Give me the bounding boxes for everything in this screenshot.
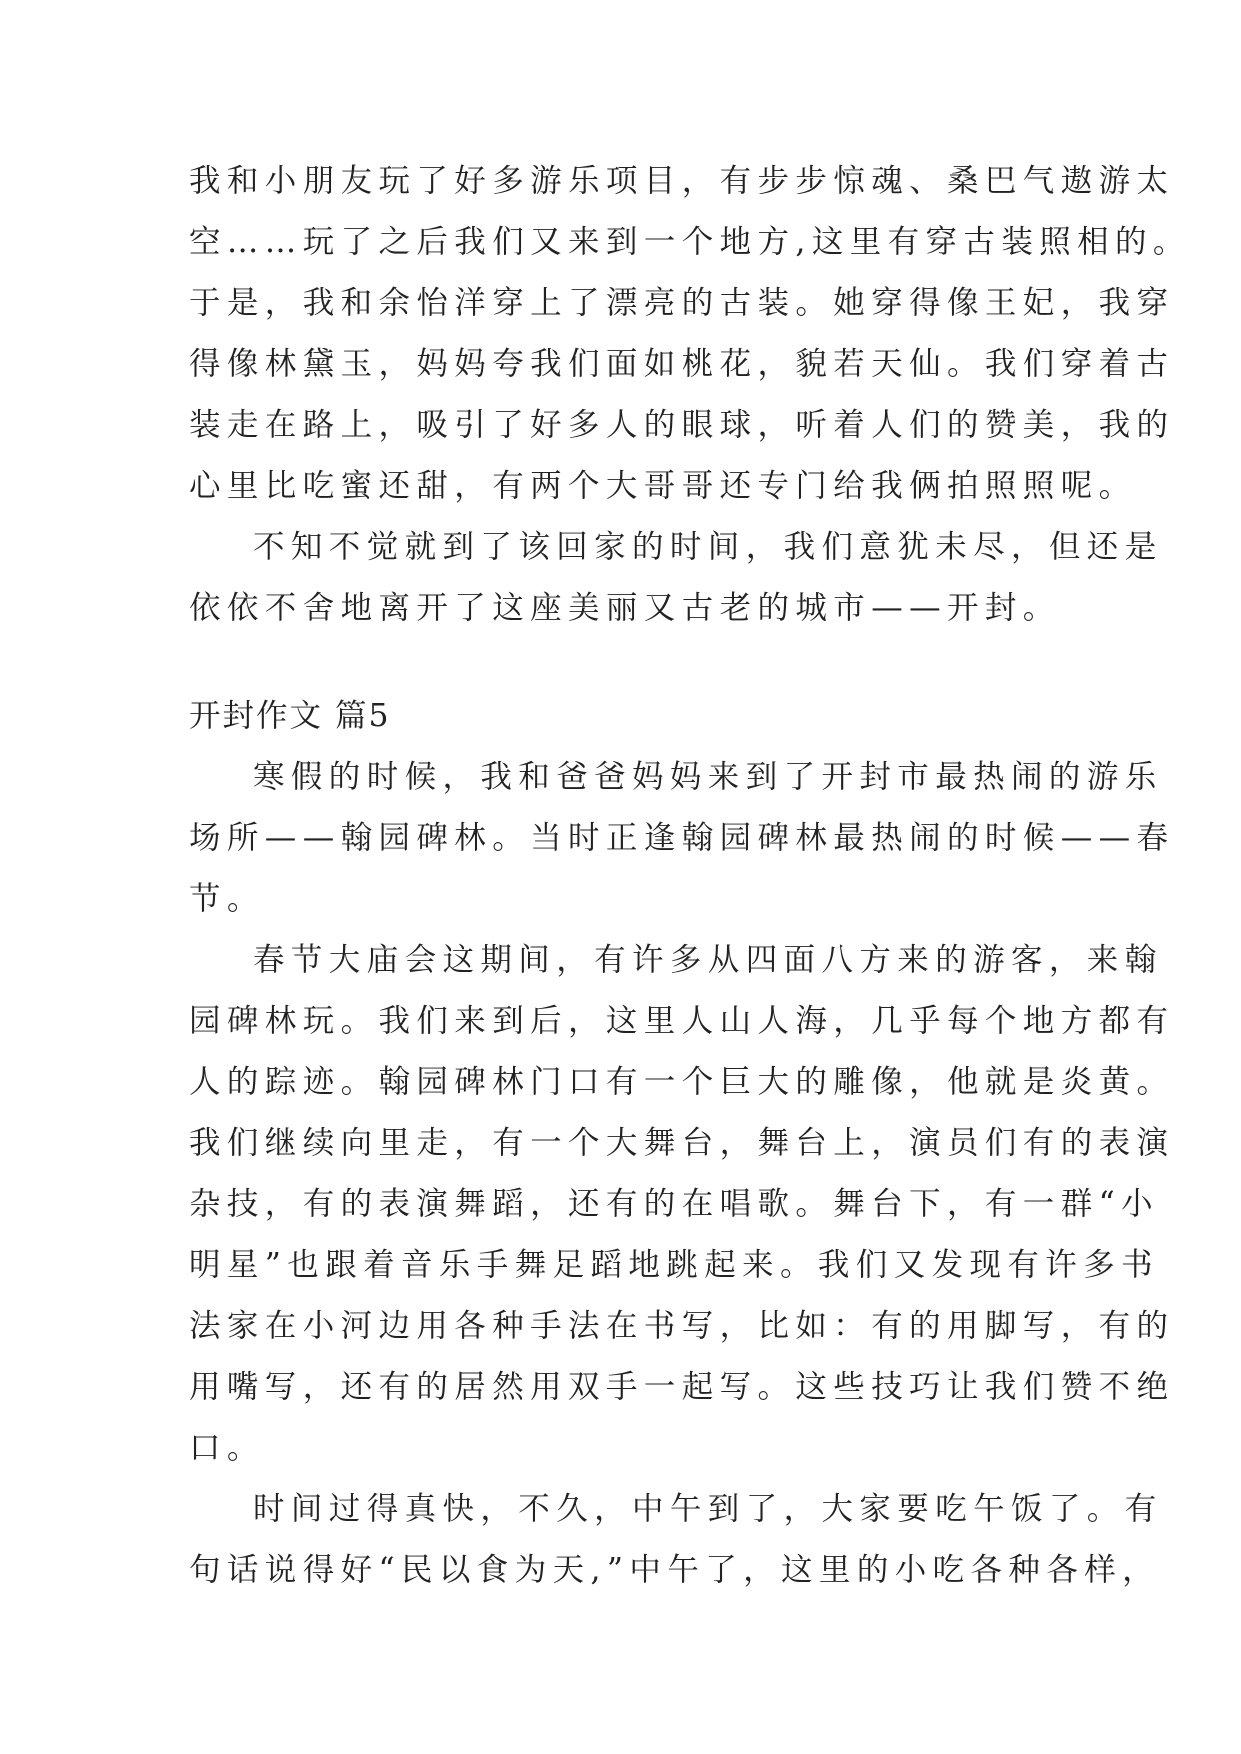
paragraph-line: 装走在路上，吸引了好多人的眼球，听着人们的赞美，我的 [189,407,1175,443]
paragraph-line: 我们继续向里走，有一个大舞台，舞台上，演员们有的表演 [189,1125,1175,1161]
paragraph-line: 人的踪迹。翰园碑林门口有一个巨大的雕像，他就是炎黄。 [189,1064,1175,1100]
paragraph-line: 不知不觉就到了该回家的时间，我们意犹未尽，但还是 [253,529,1163,565]
paragraph-line: 节。 [189,881,265,917]
paragraph-line: 春节大庙会这期间，有许多从四面八方来的游客，来翰 [253,942,1163,978]
paragraph-line: 用嘴写，还有的居然用双手一起写。这些技巧让我们赞不绝 [189,1369,1175,1405]
paragraph-line: 寒假的时候，我和爸爸妈妈来到了开封市最热闹的游乐 [253,759,1163,795]
section-heading: 开封作文 篇5 [189,698,391,734]
paragraph-line: 心里比吃蜜还甜，有两个大哥哥还专门给我俩拍照照呢。 [189,468,1137,504]
paragraph-line: 空……玩了之后我们又来到一个地方,这里有穿古装照相的。 [189,224,1191,260]
paragraph-line: 于是，我和余怡洋穿上了漂亮的古装。她穿得像王妃，我穿 [189,285,1175,321]
paragraph-line: 我和小朋友玩了好多游乐项目，有步步惊魂、桑巴气遨游太 [189,163,1175,199]
paragraph-line: 口。 [189,1430,265,1466]
paragraph-line: 园碑林玩。我们来到后，这里人山人海，几乎每个地方都有 [189,1003,1175,1039]
paragraph-line: 杂技，有的表演舞蹈，还有的在唱歌。舞台下，有一群“小 [189,1186,1160,1222]
paragraph-line: 场所——翰园碑林。当时正逢翰园碑林最热闹的时候——春 [189,820,1175,856]
paragraph-line: 法家在小河边用各种手法在书写，比如：有的用脚写，有的 [189,1308,1175,1344]
paragraph-line: 句话说得好“民以食为天,”中午了，这里的小吃各种各样， [189,1552,1161,1588]
paragraph-line: 明星”也跟着音乐手舞足蹈地跳起来。我们又发现有许多书 [189,1247,1160,1283]
paragraph-line: 依依不舍地离开了这座美丽又古老的城市——开封。 [189,590,1061,626]
paragraph-line: 得像林黛玉，妈妈夸我们面如桃花，貌若天仙。我们穿着古 [189,346,1175,382]
paragraph-line: 时间过得真快，不久，中午到了，大家要吃午饭了。有 [253,1491,1163,1527]
